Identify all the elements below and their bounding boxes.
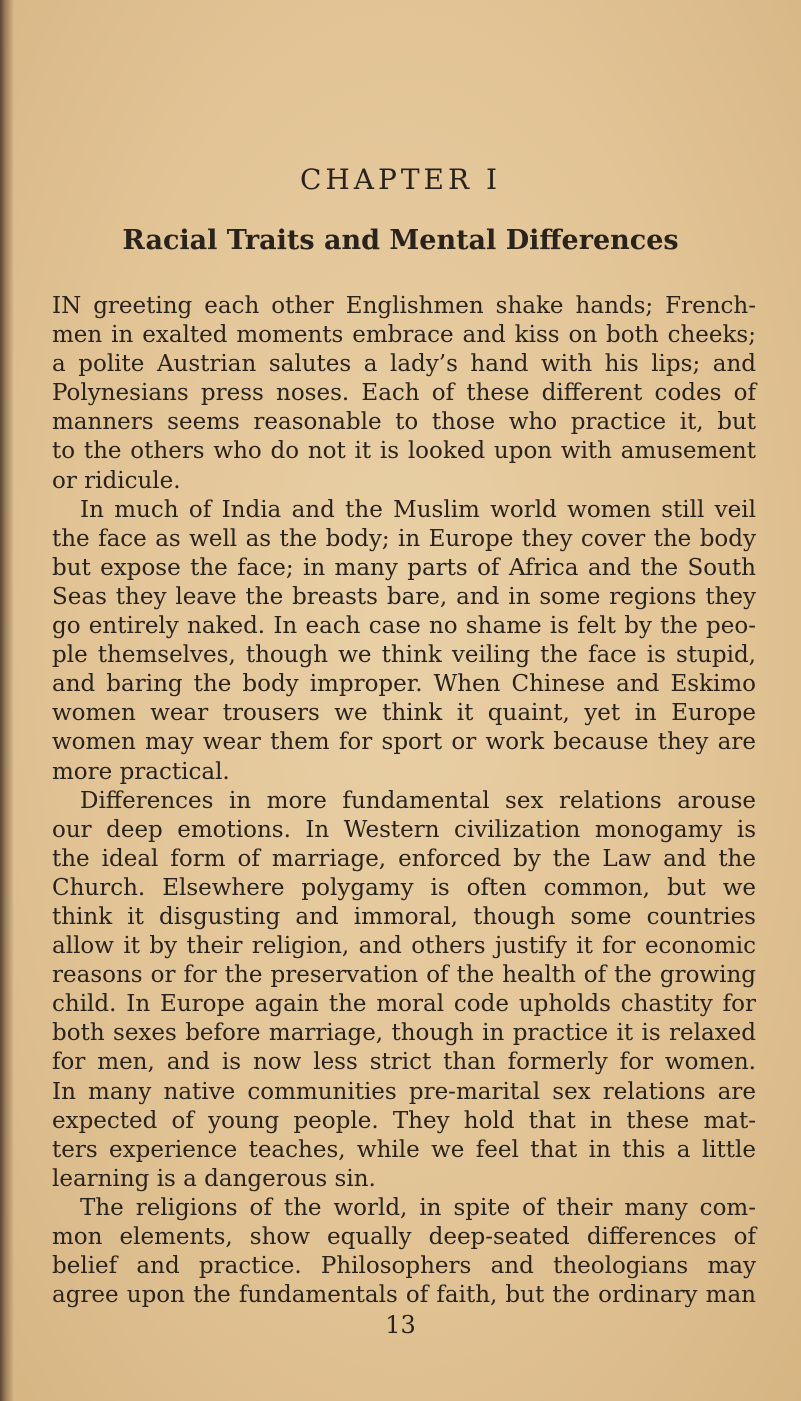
text-line: more practical. xyxy=(52,758,230,785)
text-line: ple themselves, though we think veiling the face is stupid, xyxy=(52,642,756,669)
text-line: or ridicule. xyxy=(52,467,181,494)
text-line: agree upon the fundamentals of faith, but the ordinary man xyxy=(52,1282,756,1309)
text-line: The religions of the world, in spite of their many com- xyxy=(80,1194,756,1221)
text-line: women wear trousers we think it quaint, yet in Europe xyxy=(52,700,756,727)
text-line: belief and practice. Philosophers and theologians may xyxy=(52,1253,756,1280)
text-line: reasons or for the preservation of the health of the growing xyxy=(52,962,756,989)
text-line: but expose the face; in many parts of Africa and the South xyxy=(52,554,756,581)
text-line: child. In Europe again the moral code upholds chastity for xyxy=(52,991,756,1018)
text-line: mon elements, show equally deep-seated differences of xyxy=(52,1224,756,1250)
text-line: go entirely naked. In each case no shame is felt by the peo- xyxy=(52,613,756,640)
text-line: our deep emotions. In Western civilization monogamy is xyxy=(52,816,756,843)
page-number: 13 xyxy=(385,1311,416,1339)
text-line: Church. Elsewhere polygamy is often common, but we xyxy=(52,874,756,901)
text-line: ters experience teaches, while we feel that in this a little xyxy=(52,1136,756,1163)
text-line: a polite Austrian salutes a lady’s hand with his lips; and xyxy=(52,351,756,378)
text-line: think it disgusting and immoral, though some countries xyxy=(52,903,756,930)
chapter-label: CHAPTER I xyxy=(299,163,502,196)
text-line: and baring the body improper. When Chinese and Eskimo xyxy=(52,671,756,698)
text-line: men in exalted moments embrace and kiss on both cheeks; xyxy=(52,322,756,349)
text-line: women may wear them for sport or work because they are xyxy=(52,729,756,756)
text-line: learning is a dangerous sin. xyxy=(52,1165,376,1192)
text-line: Seas they leave the breasts bare, and in some regions they xyxy=(52,583,756,610)
text-line: manners seems reasonable to those who practice it, but xyxy=(52,409,756,436)
text-line: allow it by their religion, and others justify it for economic xyxy=(52,933,756,960)
text-line: IN greeting each other Englishmen shake hands; French- xyxy=(52,293,756,319)
text-line: the ideal form of marriage, enforced by the Law and the xyxy=(52,845,756,872)
page-spine-shadow xyxy=(0,0,14,1401)
text-line: for men, and is now less strict than formerly for women. xyxy=(52,1049,756,1076)
text-line: both sexes before marriage, though in practice it is relaxed xyxy=(52,1020,756,1047)
text-line: the face as well as the body; in Europe they cover the body xyxy=(52,525,756,552)
text-line: Differences in more fundamental sex relations arouse xyxy=(80,787,756,814)
body-text xyxy=(52,292,756,1310)
text-line: Polynesians press noses. Each of these different codes of xyxy=(52,380,756,407)
text-line: to the others who do not it is looked upon with amusement xyxy=(52,438,756,465)
text-line: In much of India and the Muslim world women still veil xyxy=(80,496,756,523)
text-line: expected of young people. They hold that in these mat- xyxy=(52,1107,756,1134)
chapter-title: Racial Traits and Mental Differences xyxy=(122,225,679,256)
text-line: In many native communities pre-marital sex relations are xyxy=(52,1078,756,1105)
